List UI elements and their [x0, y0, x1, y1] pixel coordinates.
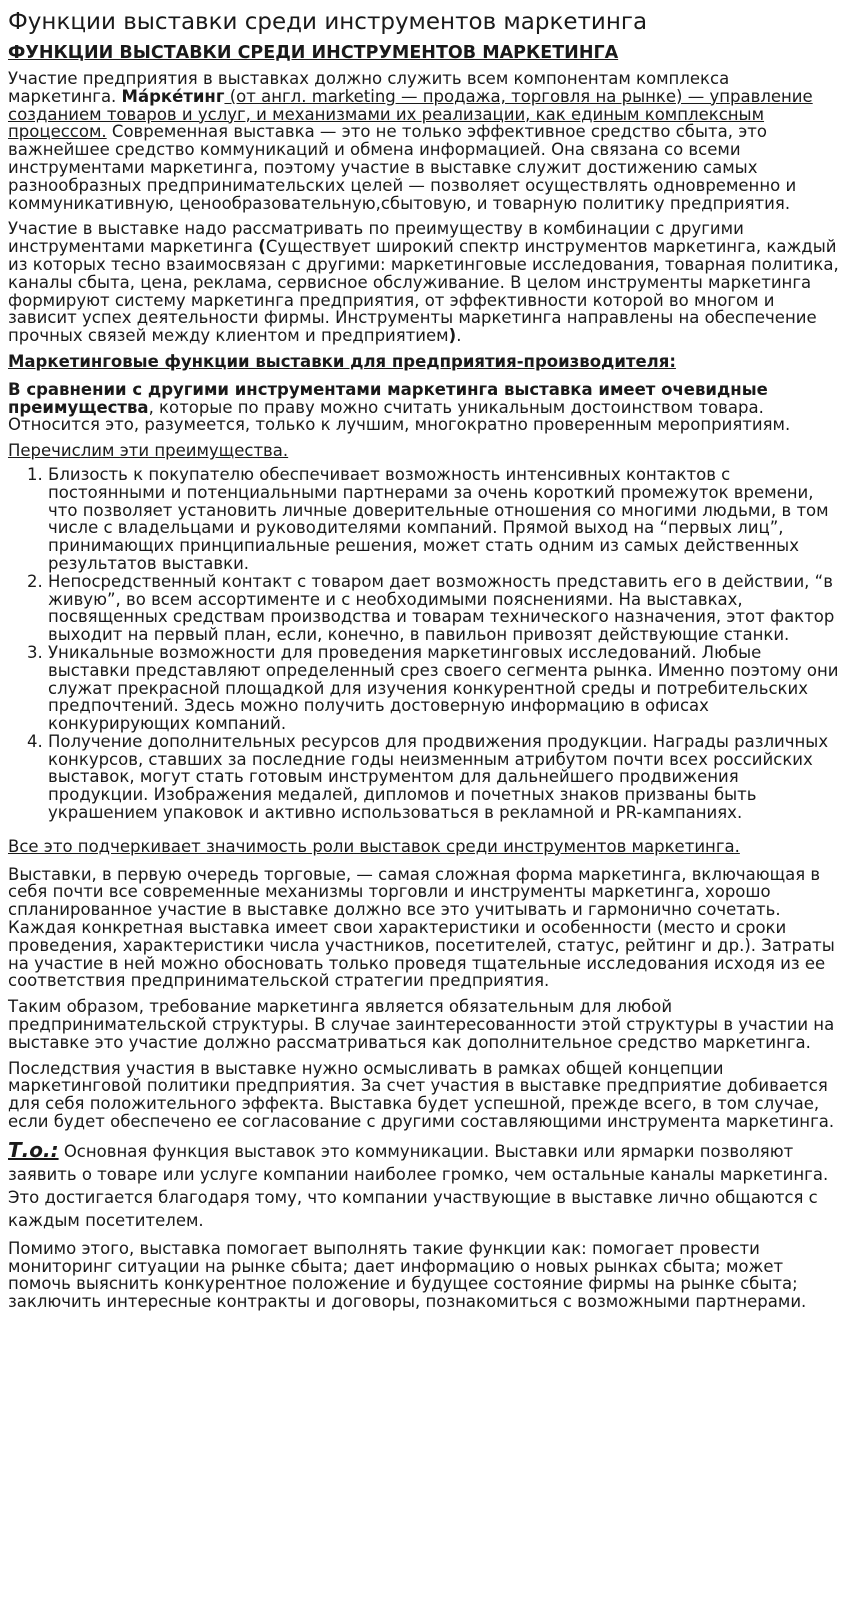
combination-aside: Существует широкий спектр инструментов маркетинга, каждый из которых тесно взаимосвязан с другими: маркетинговые исследования, товарная политика, каналы сбыта, цена, реклама, сервисное обслуживание. В целом инструменты маркетинга формируют систему маркетинга предприятия, от эффективности которой во многом и зависит успех деятельности фирмы. Инструменты маркетинга направлены на обеспечение прочных связей между клиентом и предприятием	[8, 237, 839, 346]
paragraph-consequences: Последствия участия в выставке нужно осмысливать в рамках общей концепции маркетинговой политики предприятия. За счет участия в выставке предприятие добивается для себя положительного эффекта. Выставка будет успешной, прежде всего, в том случае, если будет обеспечено ее согласование с другими составляющими инструмента маркетинга.	[8, 1058, 835, 1132]
list-item: 3. Уникальные возможности для проведения маркетинговых исследований. Любые выставки представляют определенный срез своего сегмента рынка. Именно поэтому они служат прекрасной площадкой для изучения конкурентной среды и потребительских предпочтений. Здесь можно получить достоверную информацию в офисах конкурирующих компаний.	[48, 644, 839, 733]
summary-line: Все это подчеркивает значимость роли выставок среди инструментов маркетинга.	[8, 836, 740, 856]
paragraph-additional-functions: Помимо этого, выставка помогает выполнять такие функции как: помогает провести мониторинг ситуации на рынке сбыта; дает информацию о новых рынках сбыта; может помочь выяснить конкурентное положение и будущее состояние фирмы на рынке сбыта; заключить интересные контракты и договоры, познакомиться с возможными партнерами.	[8, 1238, 807, 1312]
list-item: 1. Близость к покупателю обеспечивает возможность интенсивных контактов с постоянными и потенциальными партнерами за очень короткий промежуток времени, что позволяет установить личные доверительные отношения со многими людьми, в том числе с владельцами и руководителями компаний. Прямой выход на “первых лиц”, принимающих принципиальные решения, может стать одним из самых действенных результатов выставки.	[48, 466, 839, 573]
paragraph-advantages	[8, 381, 839, 434]
advantages-bold: В сравнении с другими инструментами маркетинга выставка имеет очевидные преимущества	[8, 379, 768, 417]
page-title: Функции выставки среди инструментов маркетинга	[8, 9, 648, 35]
intro-text: Участие предприятия в выставках должно служить всем компонентам комплекса маркетинга.	[8, 69, 730, 106]
conclusion-text: Основная функция выставок это коммуникации. Выставки или ярмарки позволяют заявить о товаре или услуге компании наиболее громко, чем остальные каналы маркетинга. Это достигается благодаря тому, что компании участвующие в выставке лично общаются с каждым посетителем.	[8, 1141, 829, 1230]
paragraph-trade-shows: Выставки, в первую очередь торговые, — самая сложная форма маркетинга, включающая в себя почти все современные механизмы торговли и инструменты маркетинга, хорошо спланированное участие в выставке должно все это учитывать и гармонично сочетать. Каждая конкретная выставка имеет свои характеристики и особенности (место и сроки проведения, характеристики числа участников, посетителей, статус, рейтинг и др.). Затраты на участие в ней можно обосновать только проведя тщательные исследования исходя из ее соответствия предпринимательской стратегии предприятия.	[8, 864, 835, 991]
paren-open: (	[258, 237, 266, 257]
paragraph-requirement: Таким образом, требование маркетинга является обязательным для любой предпринимательской структуры. В случае заинтересованности этой структуры в участии на выставке это участие должно рассматриваться как дополнительное средство маркетинга.	[8, 997, 835, 1052]
paragraph-conclusion	[8, 1139, 839, 1232]
marketing-term: Ма́рке́тинг	[121, 86, 225, 106]
list-intro: Перечислим эти преимущества.	[8, 441, 289, 461]
paren-close: )	[448, 326, 457, 346]
paragraph-intro	[8, 70, 839, 212]
list-item: 2. Непосредственный контакт с товаром дает возможность представить его в действии, “в живую”, во всем ассортименте и с необходимыми пояснениями. На выставках, посвященных средствам производства и товарам технического назначения, этот фактор выходит на первый план, если, конечно, в павильон привозят действующие станки.	[48, 573, 839, 644]
combination-text: Участие в выставке надо рассматривать по преимуществу в комбинации с другими инструментами маркетинга	[8, 219, 744, 257]
advantages-rest: , которые по праву можно считать уникальным достоинством товара. Относится это, разумеется, только к лучшим, многократно проверенным мероприятиям.	[8, 397, 791, 435]
paragraph-combination	[8, 220, 839, 345]
list-item: 4. Получение дополнительных ресурсов для продвижения продукции. Награды различных конкурсов, ставших за последние годы неизменным атрибутом почти всех российских выставок, могут стать готовым инструментом для дальнейшего продвижения продукции. Изображения медалей, дипломов и почетных знаков призваны быть украшением упаковок и активно использоваться в рекламной и PR-кампаниях.	[48, 733, 839, 822]
combination-end: .	[456, 326, 462, 346]
conclusion-lead: Т.о.:	[8, 1137, 59, 1162]
subheading-functions: Маркетинговые функции выставки для предприятия-производителя:	[8, 351, 676, 371]
intro-text-continued: Современная выставка — это не только эффективное средство сбыта, это важнейшее средство коммуникаций и обмена информацией. Она связана со всеми инструментами маркетинга, поэтому участие в выставке служит достижению самых разнообразных предпринимательских целей — позволяет осуществлять одновременно и коммуникативную, ценообразовательную,сбытовую, и товарную политику предприятия.	[8, 122, 797, 213]
advantages-list	[8, 466, 839, 822]
marketing-definition: (от англ. marketing — продажа, торговля на рынке) — управление созданием товаров и услуг, и механизмами их реализации, как единым комплексным процессом.	[8, 86, 813, 142]
section-heading: ФУНКЦИИ ВЫСТАВКИ СРЕДИ ИНСТРУМЕНТОВ МАРКЕТИНГА	[8, 43, 619, 63]
